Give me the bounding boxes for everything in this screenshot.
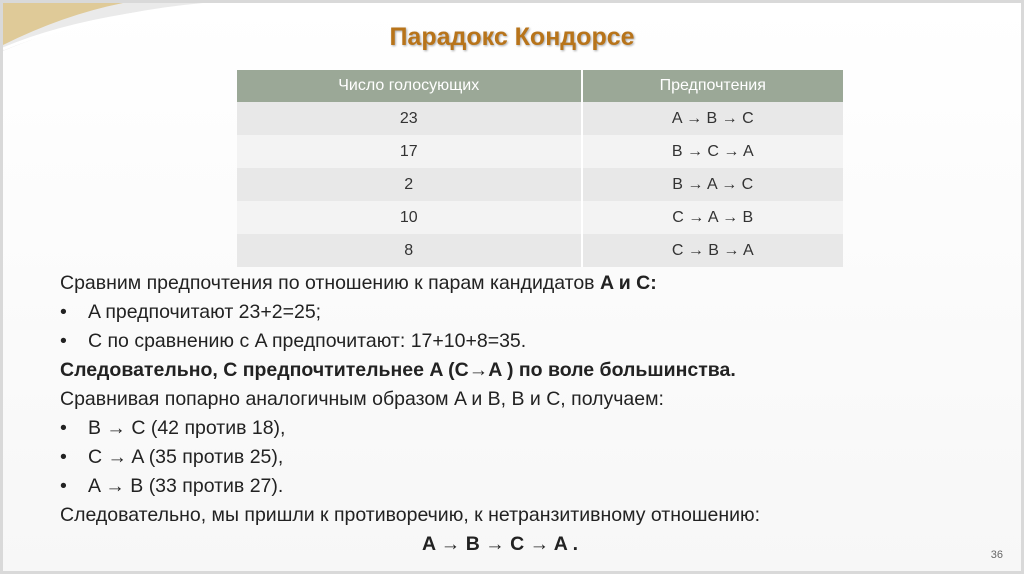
table-header-row bbox=[237, 70, 843, 102]
pairwise-intro: Сравнивая попарно аналогичным образом A и B, B и C, получаем: bbox=[60, 388, 664, 410]
compare-pair-text: A и C: bbox=[599, 272, 657, 294]
table-row bbox=[237, 234, 843, 267]
slide-title: Парадокс Кондорсе bbox=[389, 23, 635, 51]
page-number: 36 bbox=[990, 549, 1003, 561]
bullet-icon: • bbox=[60, 446, 67, 468]
contradiction-text: Следовательно, мы пришли к противоречию, к нетранзитивному отношению: bbox=[60, 504, 761, 526]
compare-intro-text: Сравним предпочтения по отношению к парам кандидатов bbox=[60, 272, 600, 294]
table-row bbox=[237, 168, 843, 201]
bullet-item bbox=[60, 298, 940, 327]
bullet-icon: • bbox=[60, 330, 67, 352]
table-row bbox=[237, 135, 843, 168]
slide-body bbox=[60, 269, 940, 559]
bullet-item bbox=[60, 327, 940, 356]
bullet-item bbox=[60, 414, 940, 443]
bullet-icon: • bbox=[60, 301, 67, 323]
compare-intro-line bbox=[60, 269, 940, 298]
bullet-item bbox=[60, 443, 940, 472]
table-row bbox=[237, 102, 843, 135]
slide bbox=[3, 3, 1021, 571]
voters-cell: 23 bbox=[237, 102, 582, 135]
voting-table bbox=[237, 70, 843, 267]
preference-cell: C → B → A bbox=[582, 234, 844, 267]
voters-cell: 8 bbox=[237, 234, 582, 267]
pairwise-item: B → C (42 против 18), bbox=[88, 417, 286, 439]
voters-cell: 2 bbox=[237, 168, 582, 201]
voters-cell: 17 bbox=[237, 135, 582, 168]
header-voters: Число голосующих bbox=[237, 70, 582, 102]
preference-cell: C → A → B bbox=[582, 201, 844, 234]
preference-cell: B → C → A bbox=[582, 135, 844, 168]
header-preferences: Предпочтения bbox=[582, 70, 844, 102]
pairwise-item: C → A (35 против 25), bbox=[88, 446, 284, 468]
bullet-icon: • bbox=[60, 475, 67, 497]
bullet-a-text: A предпочитают 23+2=25; bbox=[88, 301, 322, 323]
majority-statement bbox=[60, 356, 940, 385]
table-row bbox=[237, 201, 843, 234]
voters-cell: 10 bbox=[237, 201, 582, 234]
majority-text: Следовательно, C предпочтительнее A (C→A ) по воле большинства. bbox=[60, 359, 736, 381]
bullet-c-text: C по сравнению с A предпочитают: 17+10+8=35. bbox=[88, 330, 527, 352]
cycle-conclusion: A → B → C → A . bbox=[422, 533, 578, 555]
preference-cell: B → A → C bbox=[582, 168, 844, 201]
preference-cell: A → B → C bbox=[582, 102, 844, 135]
pairwise-item: A → B (33 против 27). bbox=[88, 475, 284, 497]
bullet-icon: • bbox=[60, 417, 67, 439]
bullet-item bbox=[60, 472, 940, 501]
